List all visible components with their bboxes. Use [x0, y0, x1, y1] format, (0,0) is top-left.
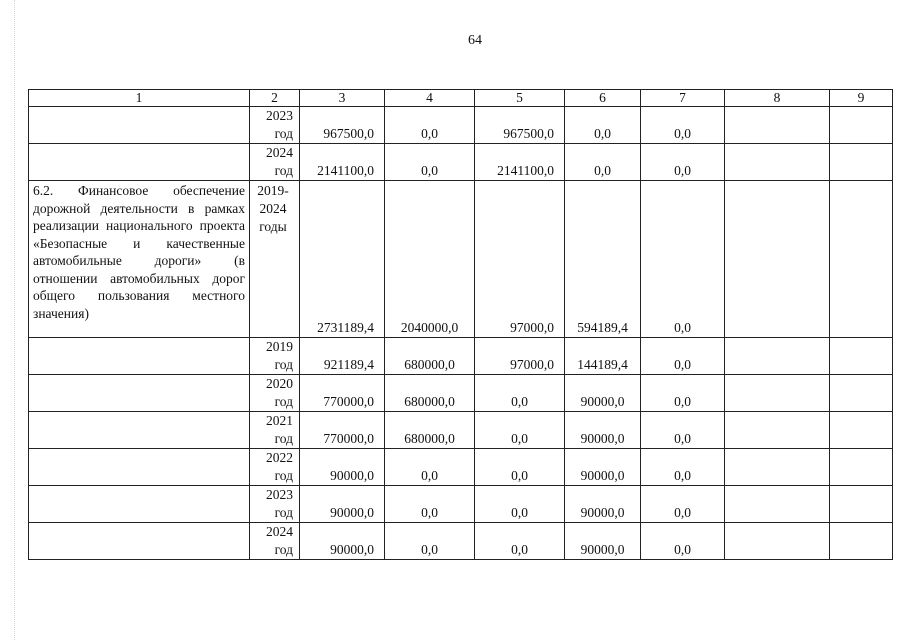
row-period-cell [250, 107, 300, 144]
value-cell-5: 97000,0 [475, 181, 565, 338]
row-period-cell [250, 412, 300, 449]
value-cell-5: 97000,0 [475, 338, 565, 375]
value-cell-4: 0,0 [385, 107, 475, 144]
period-year: 2024 [266, 145, 293, 160]
row-name-cell [29, 486, 250, 523]
value-cell-9 [830, 523, 893, 560]
value-cell-4: 680000,0 [385, 375, 475, 412]
period-unit: 2024 годы [259, 201, 287, 234]
period-year: 2023 [266, 487, 293, 502]
value-cell-5: 0,0 [475, 375, 565, 412]
value-cell-total: 90000,0 [300, 523, 385, 560]
value-cell-4: 0,0 [385, 144, 475, 181]
period-unit: год [274, 357, 293, 372]
value-cell-8 [725, 107, 830, 144]
period-year: 2022 [266, 450, 293, 465]
header-cell: 8 [725, 90, 830, 107]
value-cell-8 [725, 449, 830, 486]
period-unit: год [274, 431, 293, 446]
value-cell-4: 0,0 [385, 523, 475, 560]
period-unit: год [274, 126, 293, 141]
value-cell-6: 90000,0 [565, 412, 641, 449]
header-cell: 2 [250, 90, 300, 107]
value-cell-7: 0,0 [641, 144, 725, 181]
value-cell-7: 0,0 [641, 338, 725, 375]
value-cell-9 [830, 144, 893, 181]
value-cell-5: 967500,0 [475, 107, 565, 144]
value-cell-total: 770000,0 [300, 412, 385, 449]
period-year: 2019- [257, 183, 289, 198]
row-period-cell [250, 144, 300, 181]
value-cell-total: 2731189,4 [300, 181, 385, 338]
table-row [29, 338, 893, 375]
header-cell: 7 [641, 90, 725, 107]
financing-table [28, 89, 893, 560]
value-cell-8 [725, 375, 830, 412]
row-name-cell: 6.2. Финансовое обеспечение дорожной деятельности в рамках реализации национального проекта «Безопасные и качественные автомобильные дороги» (в отношении автомобильных дорог общего пользования местного значения) [29, 181, 250, 338]
value-cell-6: 90000,0 [565, 523, 641, 560]
value-cell-7: 0,0 [641, 375, 725, 412]
period-year: 2020 [266, 376, 293, 391]
value-cell-8 [725, 412, 830, 449]
row-period-cell [250, 338, 300, 375]
value-cell-total: 90000,0 [300, 486, 385, 523]
value-cell-9 [830, 181, 893, 338]
row-period-cell [250, 181, 300, 338]
period-unit: год [274, 542, 293, 557]
value-cell-6: 594189,4 [565, 181, 641, 338]
value-cell-5: 0,0 [475, 486, 565, 523]
value-cell-6: 90000,0 [565, 449, 641, 486]
value-cell-6: 90000,0 [565, 375, 641, 412]
row-period-cell [250, 523, 300, 560]
row-name-cell [29, 375, 250, 412]
value-cell-7: 0,0 [641, 181, 725, 338]
value-cell-7: 0,0 [641, 486, 725, 523]
period-unit: год [274, 468, 293, 483]
value-cell-4: 0,0 [385, 449, 475, 486]
value-cell-8 [725, 338, 830, 375]
value-cell-9 [830, 449, 893, 486]
table-row [29, 449, 893, 486]
row-name-cell [29, 523, 250, 560]
table-row [29, 144, 893, 181]
table-row [29, 523, 893, 560]
value-cell-5: 0,0 [475, 449, 565, 486]
value-cell-6: 0,0 [565, 144, 641, 181]
value-cell-4: 680000,0 [385, 338, 475, 375]
header-cell: 4 [385, 90, 475, 107]
row-name-cell [29, 338, 250, 375]
row-name-cell [29, 107, 250, 144]
value-cell-7: 0,0 [641, 449, 725, 486]
value-cell-7: 0,0 [641, 412, 725, 449]
page-number: 64 [468, 33, 482, 48]
value-cell-5: 2141100,0 [475, 144, 565, 181]
value-cell-total: 967500,0 [300, 107, 385, 144]
value-cell-8 [725, 181, 830, 338]
row-period-cell [250, 449, 300, 486]
header-cell: 5 [475, 90, 565, 107]
table-row [29, 107, 893, 144]
header-cell: 1 [29, 90, 250, 107]
row-period-cell [250, 486, 300, 523]
value-cell-5: 0,0 [475, 412, 565, 449]
value-cell-4: 680000,0 [385, 412, 475, 449]
value-cell-8 [725, 144, 830, 181]
period-unit: год [274, 394, 293, 409]
period-year: 2024 [266, 524, 293, 539]
value-cell-6: 0,0 [565, 107, 641, 144]
value-cell-9 [830, 107, 893, 144]
value-cell-8 [725, 486, 830, 523]
value-cell-6: 144189,4 [565, 338, 641, 375]
value-cell-4: 2040000,0 [385, 181, 475, 338]
margin-line [14, 0, 15, 640]
table-row [29, 486, 893, 523]
period-year: 2021 [266, 413, 293, 428]
table-row-main [29, 181, 893, 338]
period-year: 2019 [266, 339, 293, 354]
value-cell-total: 90000,0 [300, 449, 385, 486]
value-cell-9 [830, 486, 893, 523]
header-cell: 9 [830, 90, 893, 107]
value-cell-total: 770000,0 [300, 375, 385, 412]
value-cell-6: 90000,0 [565, 486, 641, 523]
table-row [29, 412, 893, 449]
header-cell: 6 [565, 90, 641, 107]
period-unit: год [274, 163, 293, 178]
value-cell-7: 0,0 [641, 523, 725, 560]
value-cell-4: 0,0 [385, 486, 475, 523]
period-year: 2023 [266, 108, 293, 123]
period-unit: год [274, 505, 293, 520]
row-name-cell [29, 144, 250, 181]
value-cell-5: 0,0 [475, 523, 565, 560]
value-cell-9 [830, 412, 893, 449]
value-cell-9 [830, 338, 893, 375]
value-cell-total: 921189,4 [300, 338, 385, 375]
value-cell-9 [830, 375, 893, 412]
table-row [29, 375, 893, 412]
row-period-cell [250, 375, 300, 412]
table-header-row [29, 90, 893, 107]
row-name-cell [29, 449, 250, 486]
value-cell-7: 0,0 [641, 107, 725, 144]
value-cell-8 [725, 523, 830, 560]
row-name-cell [29, 412, 250, 449]
value-cell-total: 2141100,0 [300, 144, 385, 181]
header-cell: 3 [300, 90, 385, 107]
